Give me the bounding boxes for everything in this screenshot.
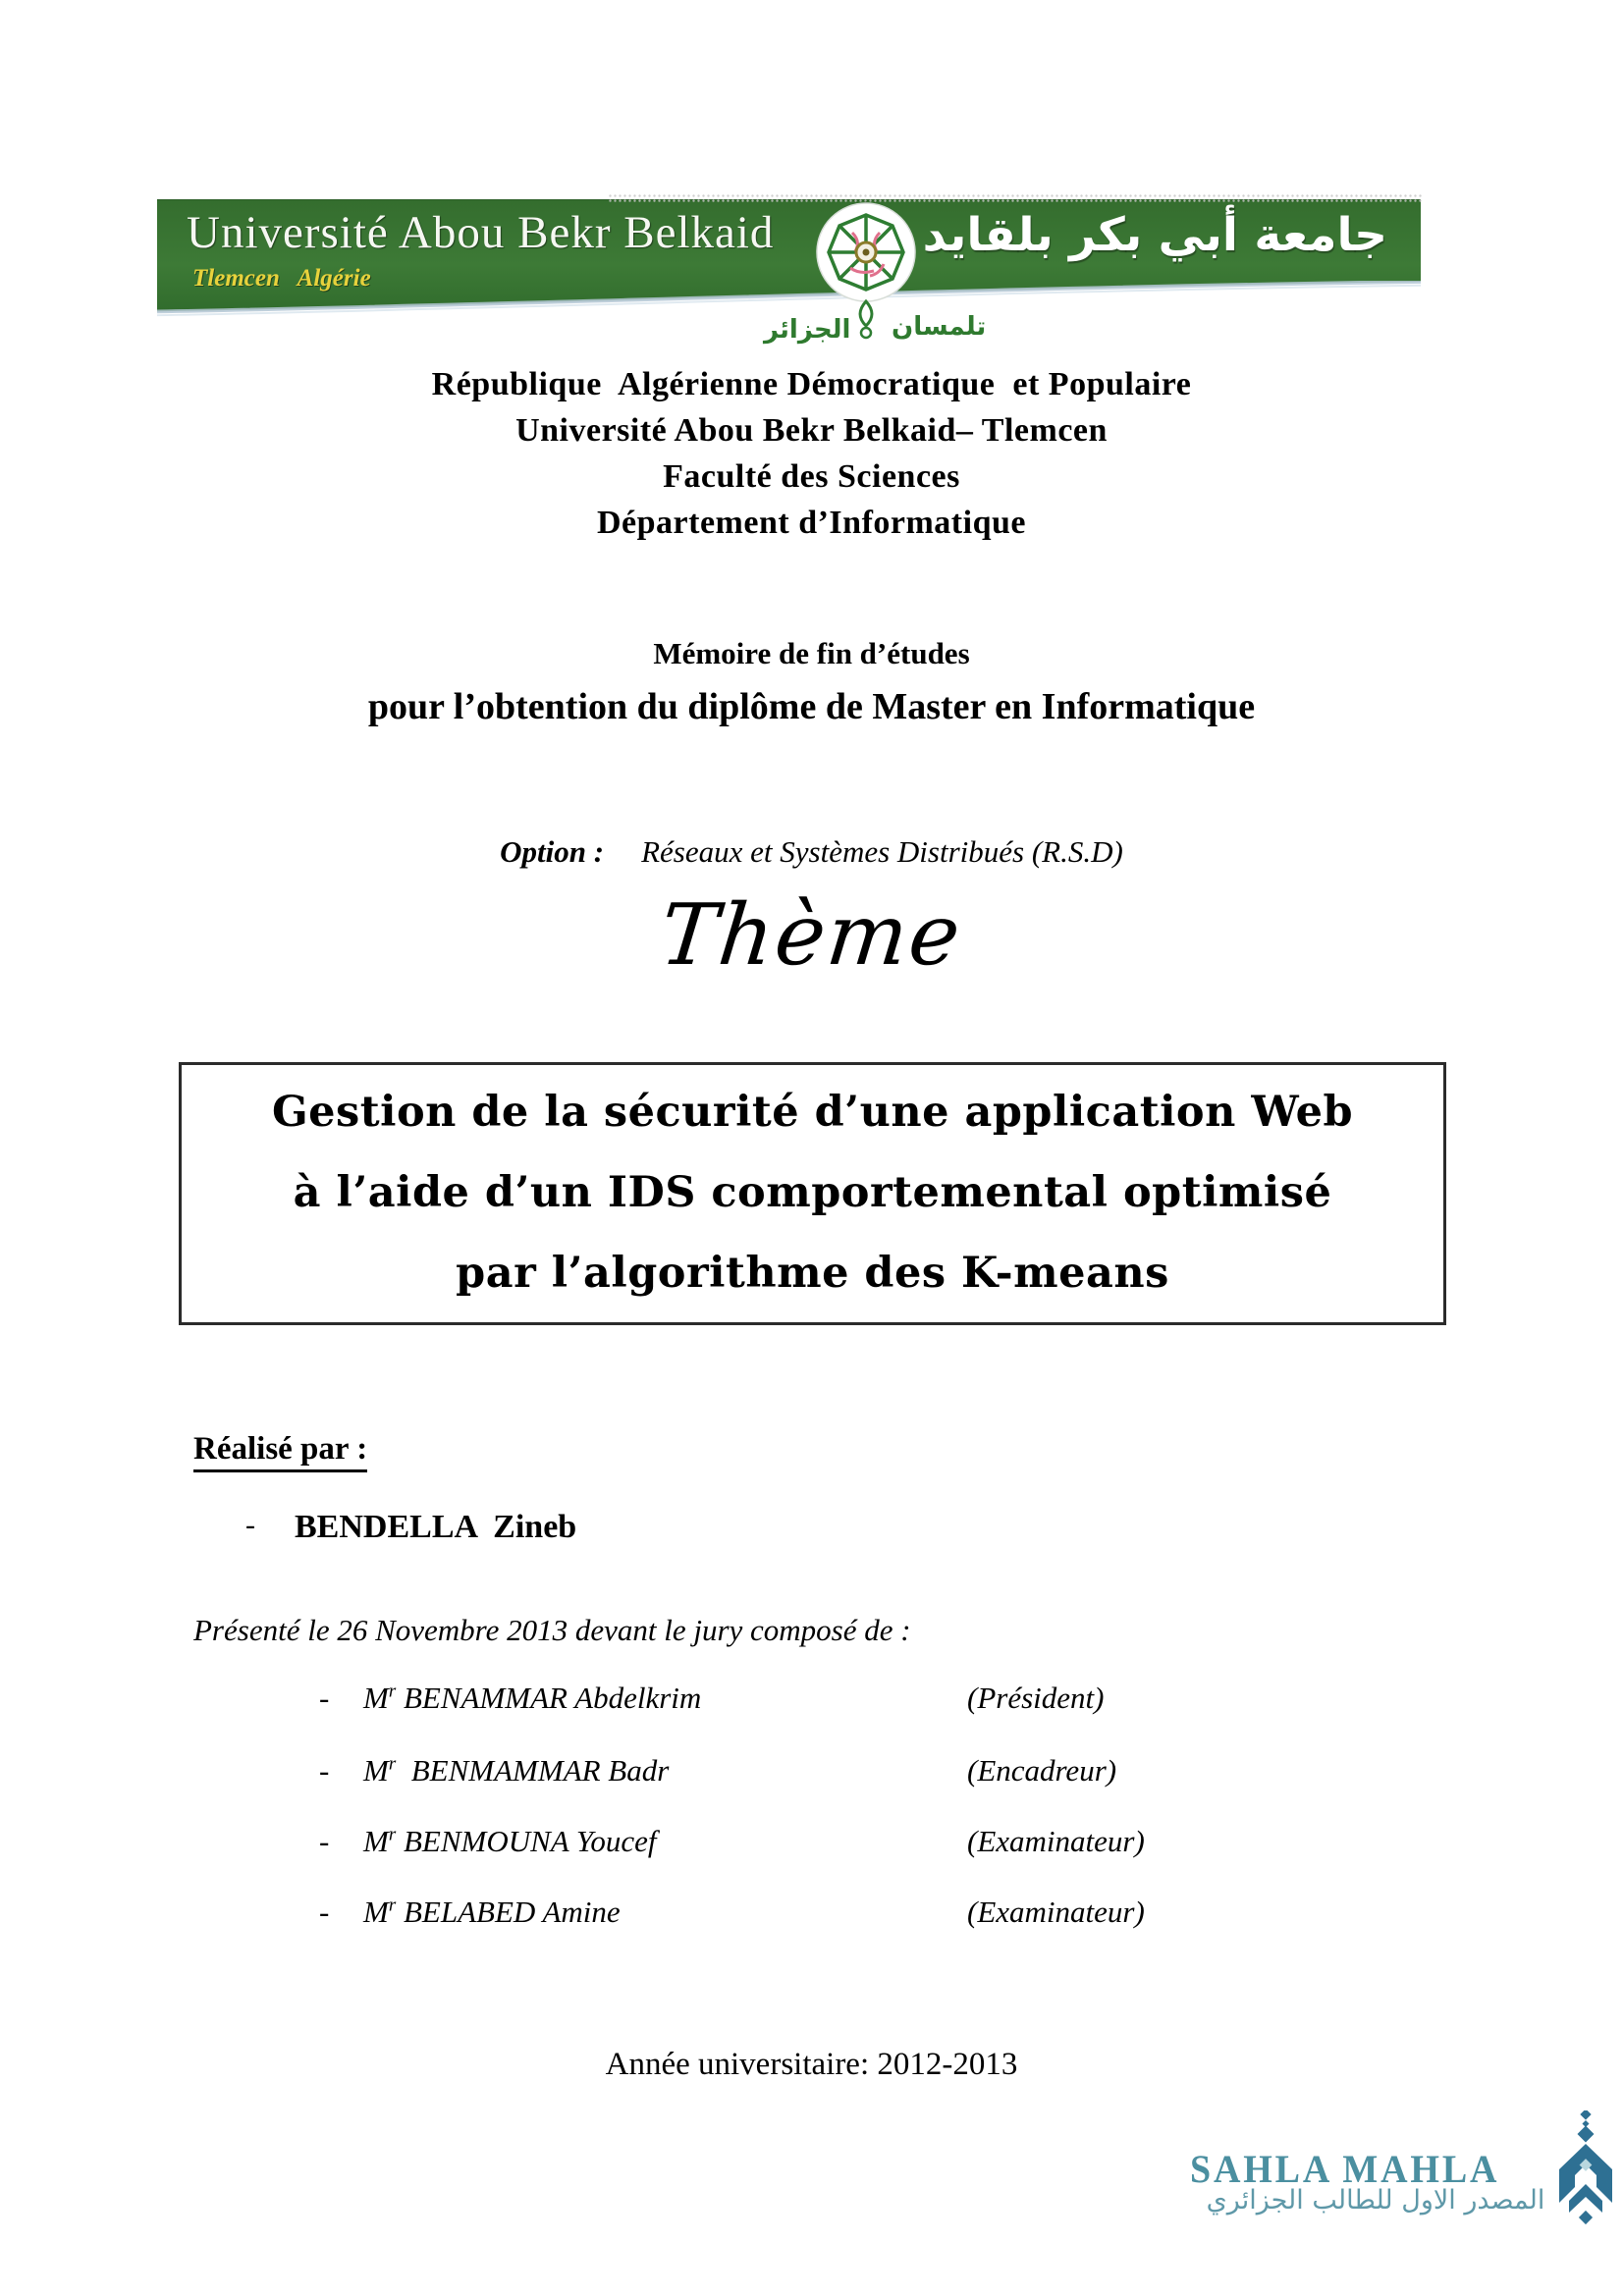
- option-label: Option :: [500, 834, 605, 869]
- jury-member-role: (Examinateur): [967, 1895, 1145, 1929]
- jury-intro: Présenté le 26 Novembre 2013 devant le jury composé de :: [193, 1613, 911, 1647]
- banner-dotted-texture: [608, 193, 1423, 202]
- jury-member-role: (Examinateur): [967, 1824, 1145, 1858]
- theme-heading: Thème: [656, 886, 967, 985]
- author-name: BENDELLA Zineb: [295, 1509, 577, 1545]
- banner-university-name-fr: Université Abou Bekr Belkaid: [187, 207, 775, 258]
- jury-member-name: $M^r$ BELABED Amine: [363, 1895, 621, 1929]
- institution-block: [0, 361, 1623, 546]
- jury-member-role: (Encadreur): [967, 1753, 1117, 1788]
- brand-tagline-ar: المصدر الاول للطالب الجزائري: [1206, 2185, 1545, 2216]
- jury-member-name: $M^r$ BENAMMAR Abdelkrim: [363, 1681, 702, 1715]
- memoire-line: Mémoire de fin d’études: [653, 636, 970, 670]
- option-value: Réseaux et Systèmes Distribués (R.S.D): [641, 834, 1123, 869]
- banner-swoosh-curve: [157, 281, 1421, 318]
- thesis-title-line-1: Gestion de la sécurité d’une application Web: [271, 1088, 1354, 1137]
- jury-member-name: $M^r$ BENMOUNA Youcef: [363, 1824, 657, 1858]
- jury-bullet: -: [319, 1681, 330, 1715]
- thesis-title-line-3: par l’algorithme des K-means: [456, 1249, 1169, 1298]
- author-section-heading: Réalisé par :: [193, 1431, 367, 1472]
- jury-bullet: -: [319, 1753, 330, 1788]
- brand-wordmark: SAHLA MAHLA: [1190, 2147, 1500, 2191]
- thesis-title-box: [179, 1062, 1446, 1325]
- republic-line: République Algérienne Démocratique et Populaire: [431, 366, 1192, 402]
- jury-bullet: -: [319, 1824, 330, 1858]
- banner-location-line: Tlemcen Algérie: [192, 265, 371, 292]
- thesis-title-line-2: à l’aide d’un IDS comportemental optimisé: [293, 1168, 1332, 1217]
- jury-row: [0, 1681, 1623, 1722]
- emblem-caption-algerie-ar: الجزائر: [764, 315, 851, 345]
- jury-bullet: -: [319, 1895, 330, 1929]
- jury-member-role: (Président): [967, 1681, 1105, 1715]
- department-line: Département d’Informatique: [597, 505, 1026, 541]
- faculty-line: Faculté des Sciences: [663, 458, 960, 495]
- jury-row: [0, 1753, 1623, 1794]
- brand-calligraphy-icon: [1549, 2110, 1622, 2226]
- academic-year-line: Année universitaire: 2012-2013: [605, 2047, 1018, 2082]
- jury-member-name: $M^r$ BENMAMMAR Badr: [363, 1753, 670, 1788]
- option-line: [0, 834, 1623, 870]
- author-row: [0, 1509, 1623, 1552]
- university-banner: [157, 199, 1421, 318]
- jury-row: [0, 1895, 1623, 1936]
- banner-university-name-ar: جامعة أبي بكر بلقايد: [922, 208, 1387, 262]
- diploma-line: pour l’obtention du diplôme de Master en Informatique: [367, 686, 1256, 727]
- author-bullet: -: [245, 1509, 255, 1541]
- university-line: Université Abou Bekr Belkaid– Tlemcen: [515, 412, 1108, 449]
- emblem-caption-tlemcen-ar: تلمسان: [892, 312, 987, 342]
- jury-row: [0, 1824, 1623, 1865]
